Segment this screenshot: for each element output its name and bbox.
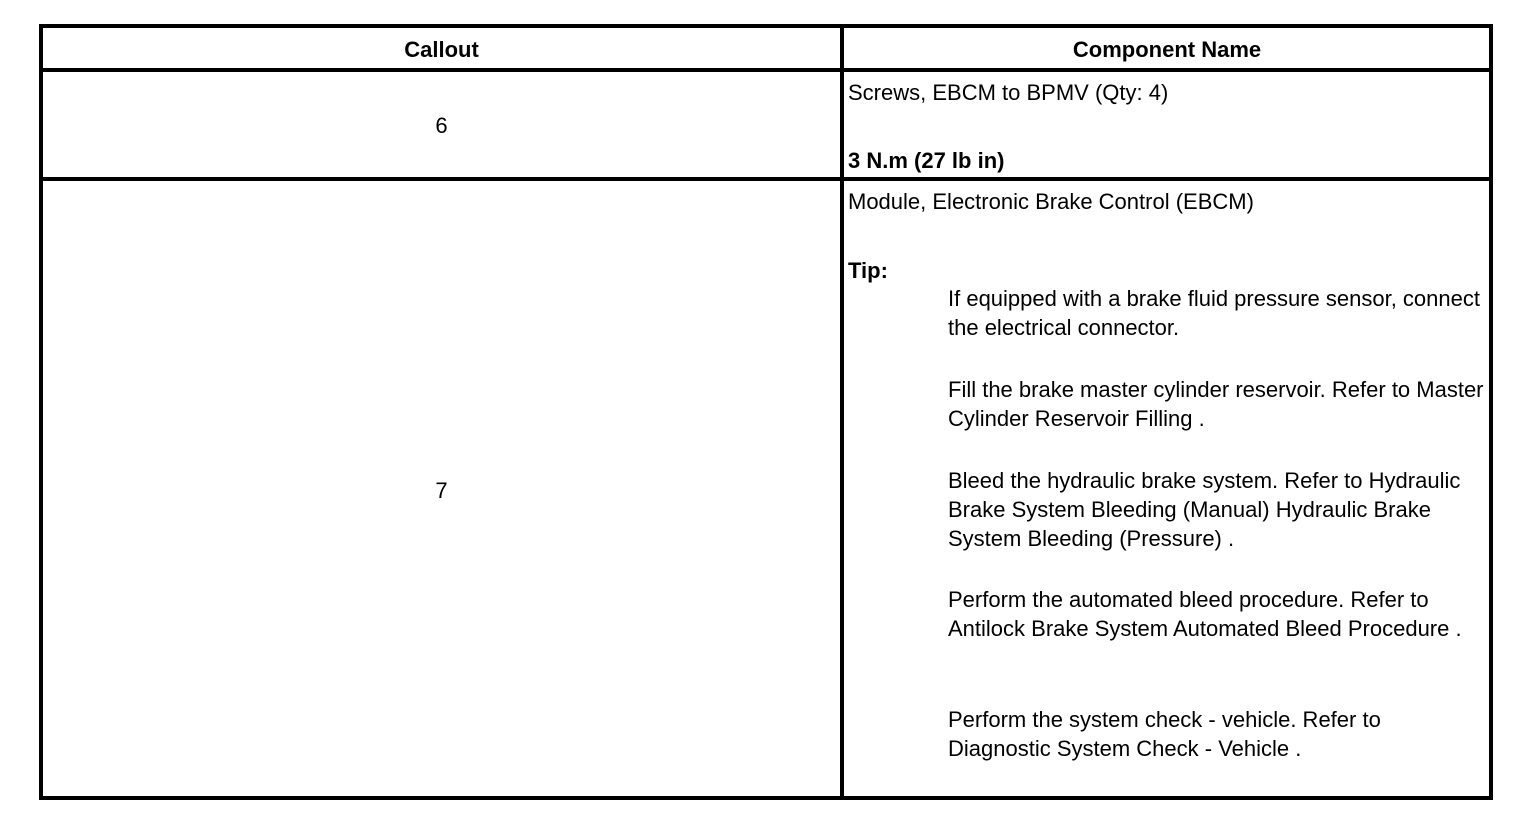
tip-item: Perform the system check - vehicle. Refer to Diagnostic System Check - Vehicle . (948, 707, 1381, 761)
tip-label: Tip: (848, 258, 888, 283)
callout-number: 6 (435, 113, 448, 138)
row-divider (43, 177, 1489, 181)
header-component-name: Component Name (1072, 37, 1262, 62)
header-callout: Callout (404, 37, 479, 62)
tip-item: Bleed the hydraulic brake system. Refer to Hydraulic Brake System Bleeding (Manual) Hydraulic Brake System Bleeding (Pressure) . (948, 468, 1461, 551)
component-table (39, 24, 1493, 800)
column-divider (840, 28, 844, 796)
component-name: Module, Electronic Brake Control (EBCM) (848, 189, 1254, 214)
component-name: Screws, EBCM to BPMV (Qty: 4) (848, 80, 1169, 105)
tip-item: If equipped with a brake fluid pressure sensor, connect the electrical connector. (948, 286, 1480, 340)
tip-item: Perform the automated bleed procedure. Refer to Antilock Brake System Automated Bleed Procedure . (948, 587, 1462, 641)
header-divider (43, 68, 1489, 72)
torque-spec: 3 N.m (27 lb in) (848, 148, 1005, 173)
callout-number: 7 (435, 478, 448, 503)
tip-item: Fill the brake master cylinder reservoir. Refer to Master Cylinder Reservoir Filling . (948, 377, 1484, 431)
